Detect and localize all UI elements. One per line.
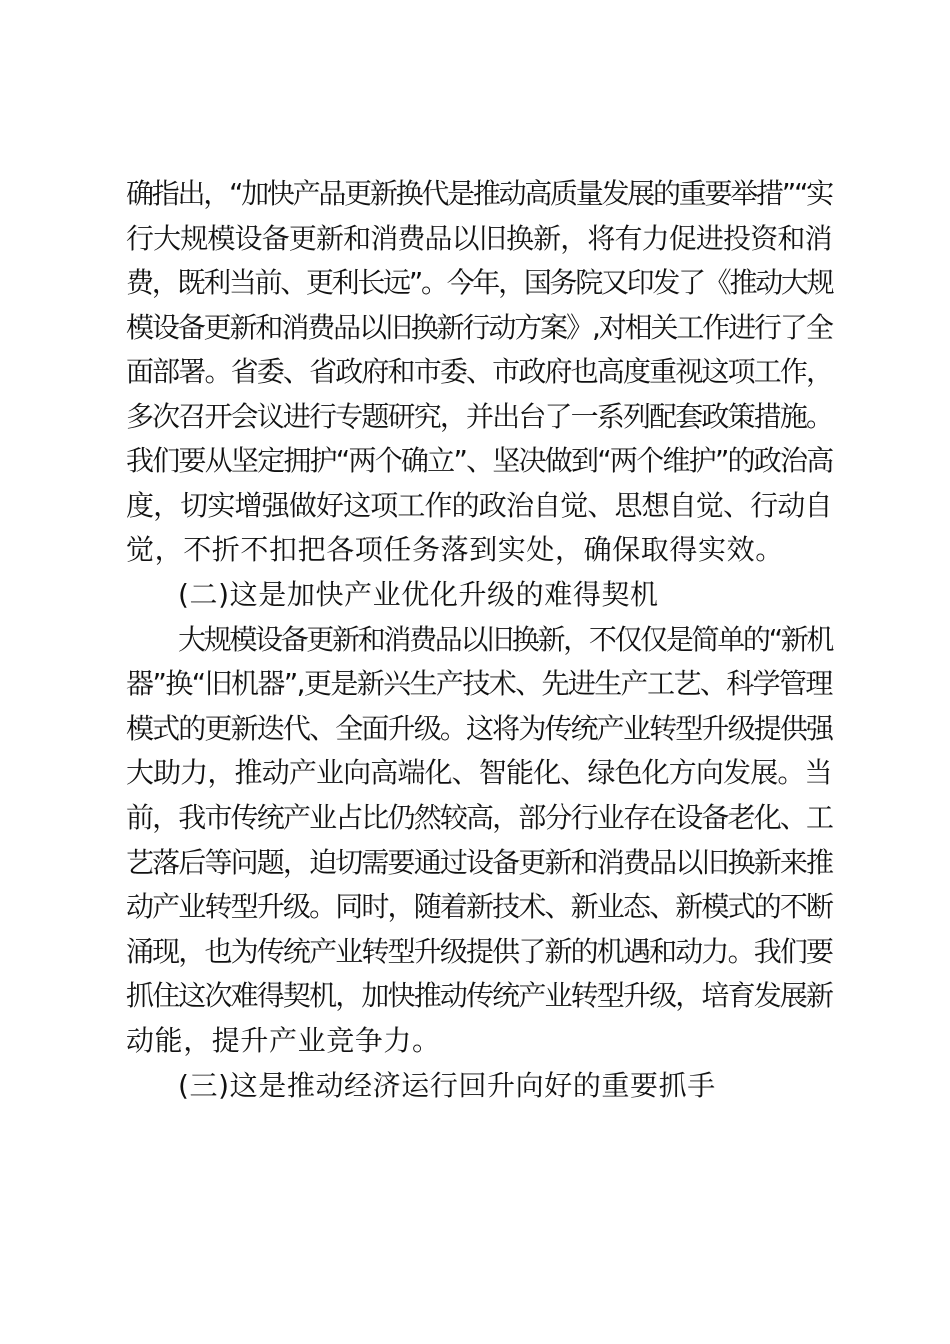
paragraph-line: 动能，提升产业竞争力。 — [126, 1024, 441, 1057]
paragraph-line: 多次召开会议进行专题研究，并出台了一系列配套政策措施。 — [126, 400, 833, 433]
paragraph-line: 觉，不折不扣把各项任务落到实处，确保取得实效。 — [126, 533, 784, 566]
paragraph-line: 确指出，“加快产品更新换代是推动高质量发展的重要举措”“实 — [126, 177, 832, 210]
paragraph-line: 模设备更新和消费品以旧换新行动方案》,对相关工作进行了全 — [126, 311, 832, 344]
section-heading: (三)这是推动经济运行回升向好的重要抓手 — [178, 1069, 716, 1102]
paragraph-line: 涌现，也为传统产业转型升级提供了新的机遇和动力。我们要 — [126, 935, 833, 968]
paragraph-line: 费，既利当前、更利长远”。今年，国务院又印发了《推动大规 — [126, 266, 833, 299]
paragraph-line: 大助力，推动产业向高端化、智能化、绿色化方向发展。当 — [126, 756, 832, 789]
paragraph-line: 行大规模设备更新和消费品以旧换新，将有力促进投资和消 — [126, 222, 832, 255]
paragraph-line: 艺落后等问题，迫切需要通过设备更新和消费品以旧换新来推 — [126, 846, 833, 879]
paragraph-line: 动产业转型升级。同时，随着新技术、新业态、新模式的不断 — [126, 890, 833, 923]
paragraph-line: 度，切实增强做好这项工作的政治自觉、思想自觉、行动自 — [126, 489, 832, 522]
section-heading: (二)这是加快产业优化升级的难得契机 — [178, 578, 659, 611]
paragraph-line: 我们要从坚定拥护“两个确立”、坚决做到“两个维护”的政治高 — [126, 444, 833, 477]
paragraph-line: 面部署。省委、省政府和市委、市政府也高度重视这项工作， — [126, 355, 833, 388]
paragraph-line: 模式的更新迭代、全面升级。这将为传统产业转型升级提供强 — [126, 712, 833, 745]
paragraph-line: 前，我市传统产业占比仍然较高，部分行业存在设备老化、工 — [126, 801, 833, 834]
paragraph-line: 器”换“旧机器”,更是新兴生产技术、先进生产工艺、科学管理 — [126, 667, 832, 700]
paragraph-line: 大规模设备更新和消费品以旧换新，不仅仅是简单的“新机 — [178, 623, 833, 656]
paragraph-line: 抓住这次难得契机，加快推动传统产业转型升级，培育发展新 — [126, 979, 833, 1012]
